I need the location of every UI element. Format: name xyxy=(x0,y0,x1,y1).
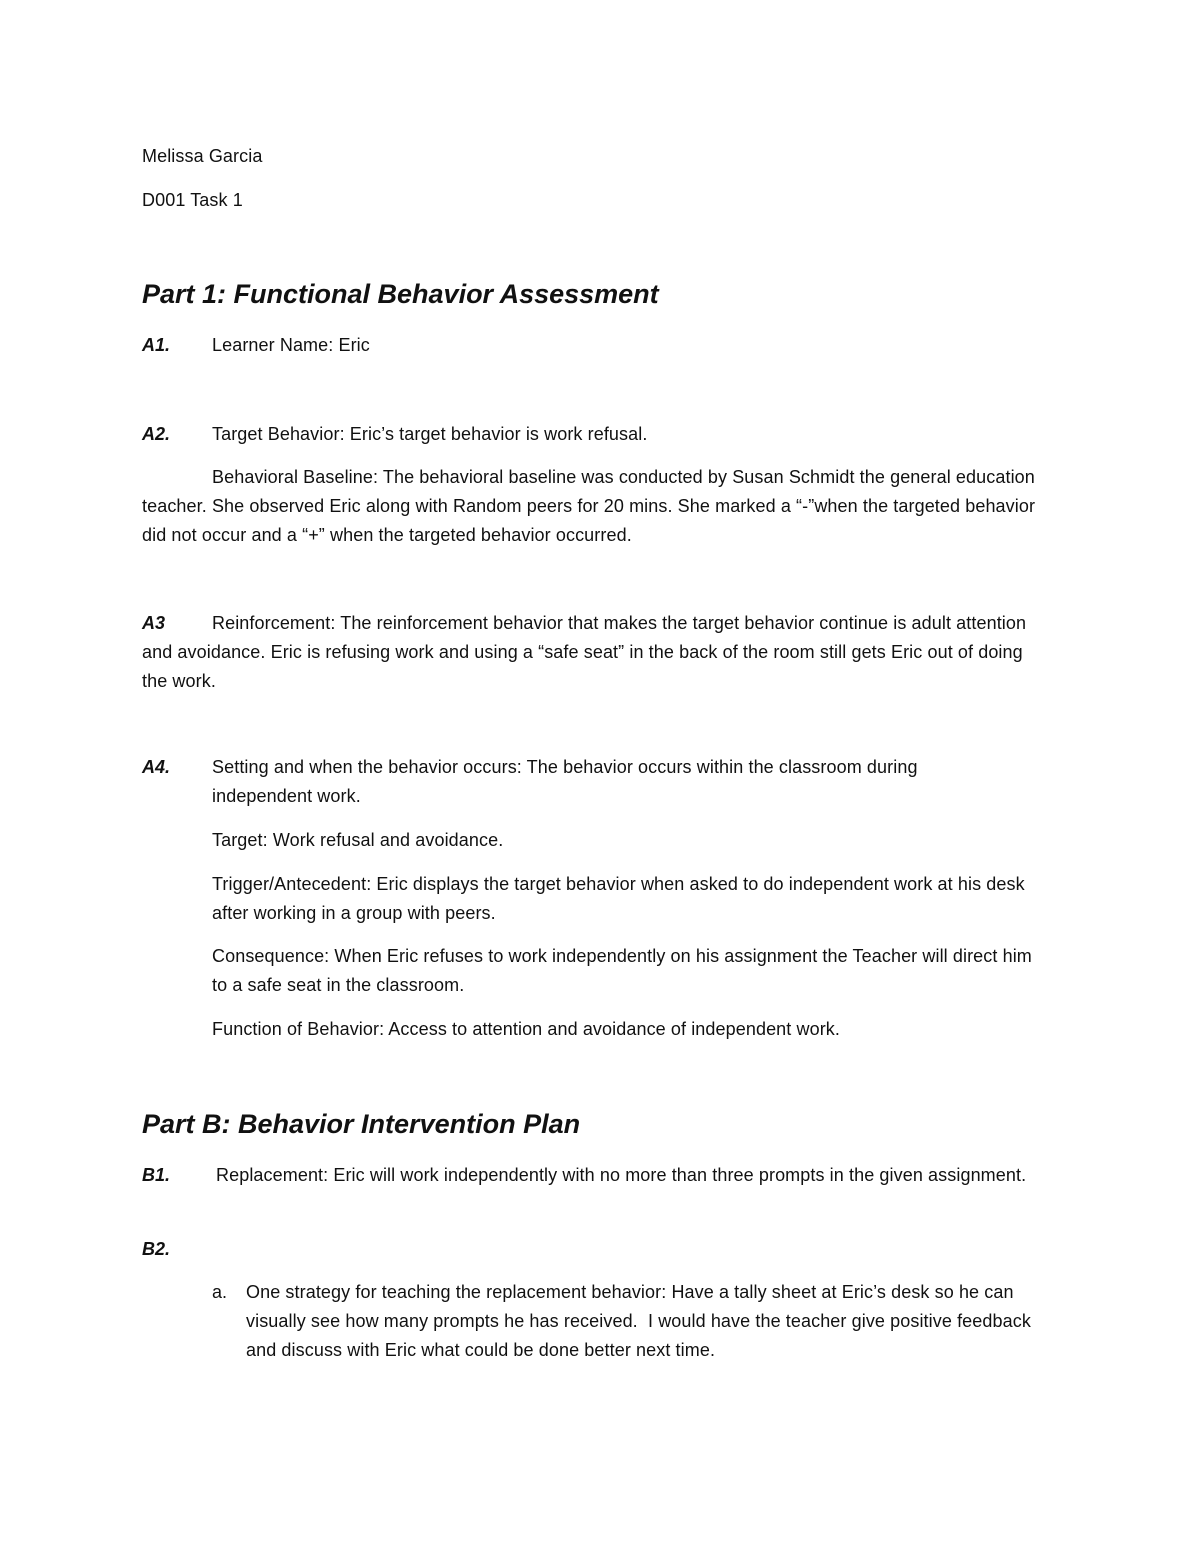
b1-text: Replacement: Eric will work independently with no more than three prompts in the given assignment. xyxy=(216,1165,1027,1185)
b2-label: B2. xyxy=(142,1239,171,1259)
a2-text: Target Behavior: Eric’s target behavior is work refusal. xyxy=(212,424,648,444)
a2-label: A2. xyxy=(142,424,171,444)
part1-heading: Part 1: Functional Behavior Assessment xyxy=(142,279,659,309)
a3-label: A3 xyxy=(142,613,166,633)
a4-trigger: Trigger/Antecedent: Eric displays the target behavior when asked to do independent work at his desk after working in a group with peers. xyxy=(212,874,1030,923)
author-name: Melissa Garcia xyxy=(142,146,263,166)
course-task: D001 Task 1 xyxy=(142,190,243,210)
a1-label: A1. xyxy=(142,335,171,355)
a4-function: Function of Behavior: Access to attention and avoidance of independent work. xyxy=(212,1019,841,1039)
b2-item-a-marker: a. xyxy=(212,1282,228,1302)
a4-consequence: Consequence: When Eric refuses to work independently on his assignment the Teacher will direct him to a safe seat in the classroom. xyxy=(212,946,1037,995)
a2-baseline: Behavioral Baseline: The behavioral baseline was conducted by Susan Schmidt the general education teacher. She observed Eric along with Random peers for 20 mins. She marked a “-”when the targeted behavior did not occur and a “+” when the targeted behavior occurred. xyxy=(142,467,1041,545)
a4-setting: Setting and when the behavior occurs: The behavior occurs within the classroom during independent work. xyxy=(212,757,923,806)
a4-target: Target: Work refusal and avoidance. xyxy=(212,830,504,850)
b1-label: B1. xyxy=(142,1165,171,1185)
a4-label: A4. xyxy=(142,757,171,777)
a1-text: Learner Name: Eric xyxy=(212,335,370,355)
b2-item-a-text: One strategy for teaching the replacement behavior: Have a tally sheet at Eric’s desk so he can visually see how many prompts he has received. I would have the teacher give positive feedback and discuss with Eric what could be done better next time. xyxy=(246,1282,1037,1360)
partB-heading: Part B: Behavior Intervention Plan xyxy=(142,1109,581,1139)
a3-text: Reinforcement: The reinforcement behavior that makes the target behavior continue is adult attention and avoidance. Eric is refusing work and using a “safe seat” in the back of the room still gets Eric out of doing the work. xyxy=(142,613,1032,691)
